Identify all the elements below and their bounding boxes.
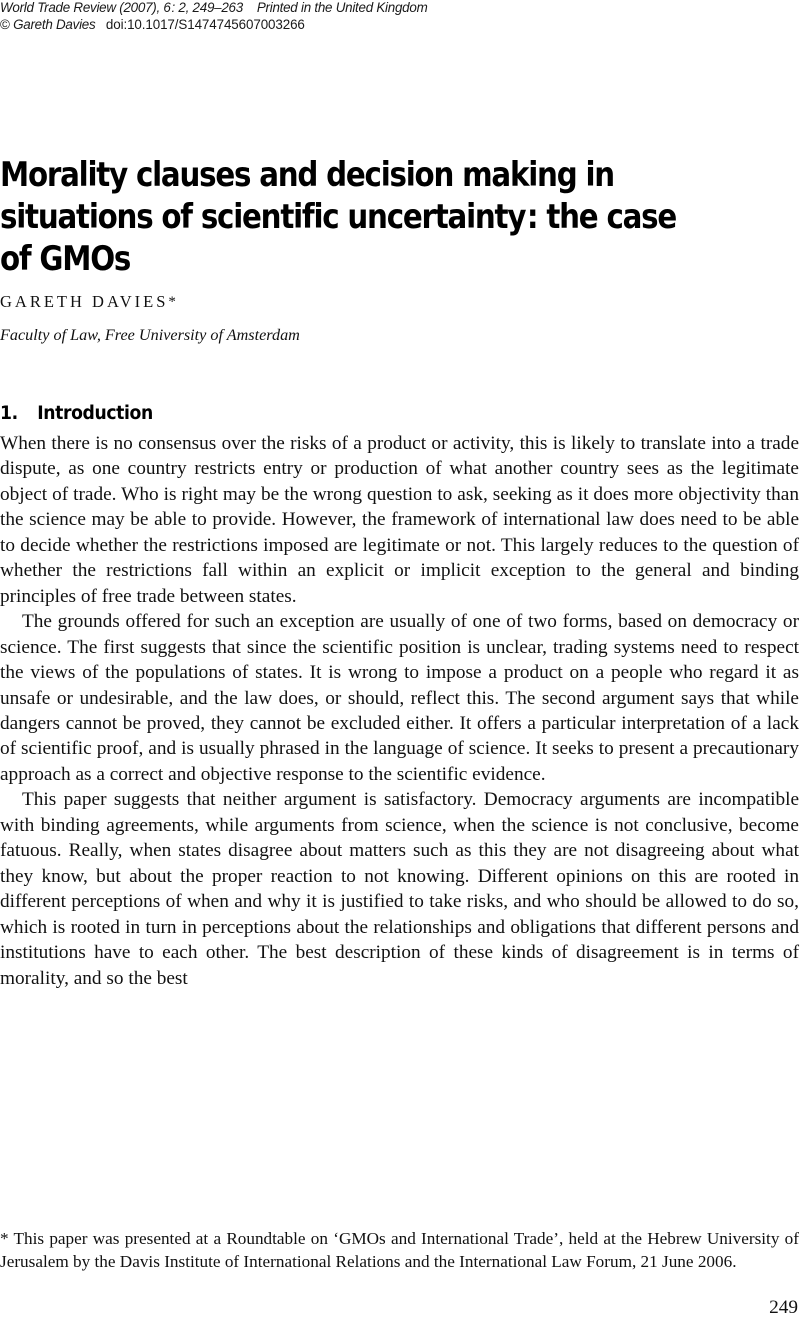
body-paragraph: When there is no consensus over the risks of a product or activity, this is likely to translate into a trade dispute, as one country restricts entry or production of what another country sees as the legitimate object of trade. Who is right may be the wrong question to ask, seeking as it does more objectivity than the science may be able to provide. However, the framework of international law does need to be able to decide whether the restrictions imposed are legitimate or not. This largely reduces to the question of whether the restrictions fall within an explicit or implicit exception to the general and binding principles of free trade between states. [0, 433, 799, 607]
journal-running-head [0, 0, 800, 33]
copyright-doi-line [0, 17, 800, 34]
section-heading [0, 403, 153, 424]
section-number: 1. [0, 403, 18, 425]
body-paragraph: The grounds offered for such an exception are usually of one of two forms, based on democracy or science. The first suggests that since the scientific position is unclear, trading systems need to respect the views of the populations of states. It is wrong to impose a product on a people who regard it as unsafe or undesirable, and the law does, or should, reflect this. The second argument says that while dangers cannot be proved, they cannot be excluded either. It offers a particular interpretation of a lack of scientific proof, and is usually phrased in the language of science. It seeks to present a precautionary approach as a correct and objective response to the scientific evidence. [0, 611, 799, 785]
article-title: Morality clauses and decision making in situations of scientific uncertainty : the case of GMOs [0, 155, 677, 279]
copyright-symbol: © [0, 16, 10, 32]
copyright-holder: Gareth Davies [13, 16, 96, 32]
footnote-block [0, 1227, 799, 1274]
author-name-block [0, 292, 176, 312]
journal-citation-line: World Trade Review (2007), 6 : 2, 249–263 Printed in the United Kingdom [0, 0, 428, 15]
page-number: 249 [769, 1297, 798, 1318]
author-name: GARETH DAVIES [0, 292, 169, 311]
author-footnote-marker: * [168, 294, 176, 310]
doi-text: doi:10.1017/S1474745607003266 [105, 16, 305, 32]
footnote-text: * This paper was presented at a Roundtable on ‘GMOs and International Trade’, held at the Hebrew University of Jerusalem by the Davis Institute of International Relations and the International Law Forum, 21 June 2006. [0, 1229, 799, 1272]
section-title: Introduction [37, 403, 153, 425]
body-paragraph: This paper suggests that neither argument is satisfactory. Democracy arguments are incompatible with binding agreements, while arguments from science, when the science is not conclusive, become fatuous. Really, when states disagree about matters such as this they are not disagreeing about what they know, but about the proper reaction to not knowing. Different opinions on this are rooted in different perceptions of when and why it is justified to take risks, and who should be allowed to do so, which is rooted in turn in perceptions about the relationships and obligations that different persons and institutions have to each other. The best description of these kinds of disagreement is in terms of morality, and so the best [0, 789, 799, 989]
author-affiliation: Faculty of Law, Free University of Amsterdam [0, 326, 300, 344]
article-body [0, 431, 799, 991]
